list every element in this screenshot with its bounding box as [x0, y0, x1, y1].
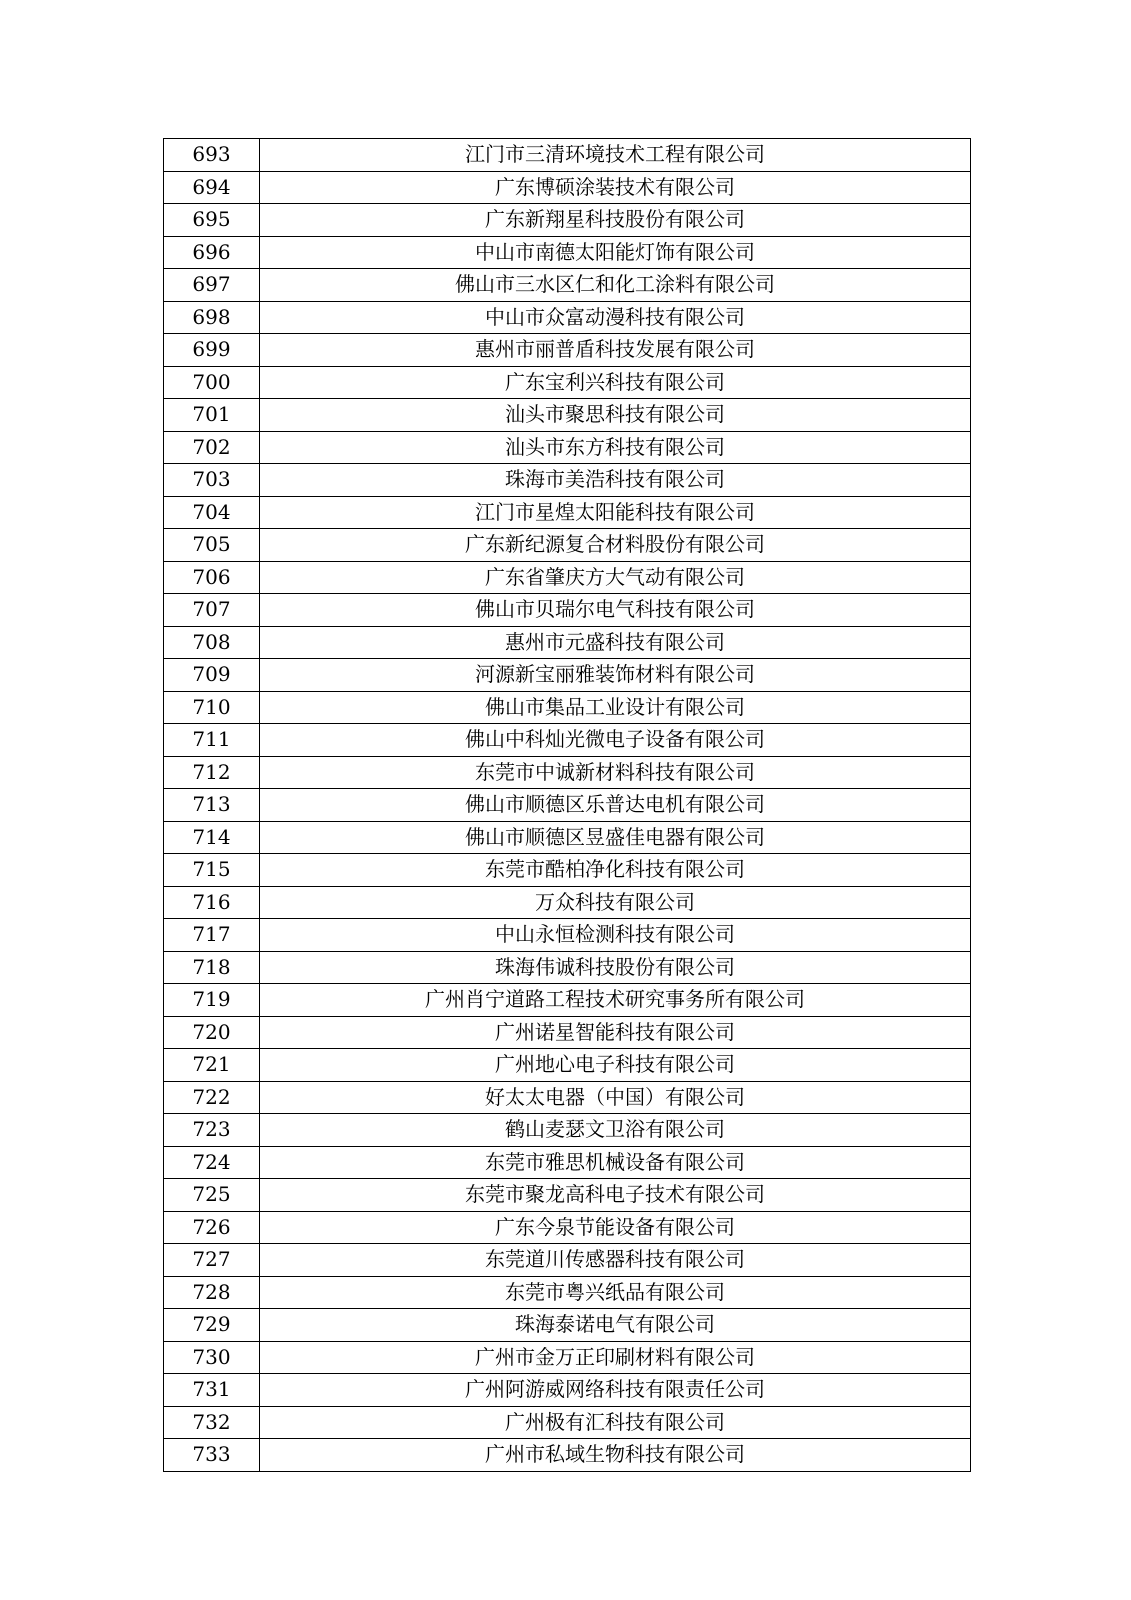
table-row: [164, 1439, 971, 1472]
row-number: 724: [164, 1146, 260, 1179]
table-row: [164, 951, 971, 984]
company-name: 广东新翔星科技股份有限公司: [260, 204, 971, 237]
table-row: [164, 334, 971, 367]
table-row: [164, 431, 971, 464]
company-name: 广东宝利兴科技有限公司: [260, 366, 971, 399]
table-row: [164, 1081, 971, 1114]
table-row: [164, 984, 971, 1017]
company-name: 佛山市顺德区昱盛佳电器有限公司: [260, 821, 971, 854]
table-row: [164, 626, 971, 659]
row-number: 705: [164, 529, 260, 562]
company-name: 广东今泉节能设备有限公司: [260, 1211, 971, 1244]
row-number: 723: [164, 1114, 260, 1147]
table-row: [164, 1374, 971, 1407]
row-number: 730: [164, 1341, 260, 1374]
row-number: 702: [164, 431, 260, 464]
company-name: 广东省肇庆方大气动有限公司: [260, 561, 971, 594]
company-name: 江门市星煌太阳能科技有限公司: [260, 496, 971, 529]
table-row: [164, 1016, 971, 1049]
company-name: 佛山市贝瑞尔电气科技有限公司: [260, 594, 971, 627]
company-name: 中山市南德太阳能灯饰有限公司: [260, 236, 971, 269]
table-row: [164, 464, 971, 497]
company-name: 广州阿游威网络科技有限责任公司: [260, 1374, 971, 1407]
table-row: [164, 496, 971, 529]
row-number: 695: [164, 204, 260, 237]
row-number: 696: [164, 236, 260, 269]
table-row: [164, 1179, 971, 1212]
table-row: [164, 1049, 971, 1082]
row-number: 714: [164, 821, 260, 854]
company-name: 佛山市三水区仁和化工涂料有限公司: [260, 269, 971, 302]
row-number: 717: [164, 919, 260, 952]
table-row: [164, 399, 971, 432]
company-name: 广州诺星智能科技有限公司: [260, 1016, 971, 1049]
table-row: [164, 529, 971, 562]
company-name: 江门市三清环境技术工程有限公司: [260, 139, 971, 172]
company-name: 广东博硕涂装技术有限公司: [260, 171, 971, 204]
company-name: 东莞市雅思机械设备有限公司: [260, 1146, 971, 1179]
row-number: 726: [164, 1211, 260, 1244]
row-number: 708: [164, 626, 260, 659]
row-number: 707: [164, 594, 260, 627]
company-name: 广州市金万正印刷材料有限公司: [260, 1341, 971, 1374]
table-row: [164, 1114, 971, 1147]
company-name: 佛山中科灿光微电子设备有限公司: [260, 724, 971, 757]
table-row: [164, 269, 971, 302]
row-number: 719: [164, 984, 260, 1017]
row-number: 731: [164, 1374, 260, 1407]
company-name: 汕头市东方科技有限公司: [260, 431, 971, 464]
row-number: 701: [164, 399, 260, 432]
table-row: [164, 171, 971, 204]
table-row: [164, 854, 971, 887]
row-number: 728: [164, 1276, 260, 1309]
row-number: 720: [164, 1016, 260, 1049]
company-name: 惠州市丽普盾科技发展有限公司: [260, 334, 971, 367]
table-row: [164, 301, 971, 334]
row-number: 698: [164, 301, 260, 334]
company-list-body: [164, 139, 971, 1472]
company-name: 东莞道川传感器科技有限公司: [260, 1244, 971, 1277]
company-name: 佛山市集品工业设计有限公司: [260, 691, 971, 724]
row-number: 721: [164, 1049, 260, 1082]
table-row: [164, 724, 971, 757]
row-number: 725: [164, 1179, 260, 1212]
row-number: 703: [164, 464, 260, 497]
company-name: 珠海伟诚科技股份有限公司: [260, 951, 971, 984]
row-number: 694: [164, 171, 260, 204]
company-name: 好太太电器（中国）有限公司: [260, 1081, 971, 1114]
company-name: 汕头市聚思科技有限公司: [260, 399, 971, 432]
table-row: [164, 561, 971, 594]
table-row: [164, 236, 971, 269]
row-number: 713: [164, 789, 260, 822]
row-number: 700: [164, 366, 260, 399]
table-row: [164, 366, 971, 399]
row-number: 699: [164, 334, 260, 367]
company-name: 万众科技有限公司: [260, 886, 971, 919]
row-number: 718: [164, 951, 260, 984]
company-name: 鹤山麦瑟文卫浴有限公司: [260, 1114, 971, 1147]
company-name: 佛山市顺德区乐普达电机有限公司: [260, 789, 971, 822]
row-number: 710: [164, 691, 260, 724]
row-number: 704: [164, 496, 260, 529]
company-name: 东莞市中诚新材料科技有限公司: [260, 756, 971, 789]
table-row: [164, 1309, 971, 1342]
row-number: 693: [164, 139, 260, 172]
table-row: [164, 789, 971, 822]
table-row: [164, 1146, 971, 1179]
table-row: [164, 1276, 971, 1309]
company-name: 广州极有汇科技有限公司: [260, 1406, 971, 1439]
table-row: [164, 594, 971, 627]
row-number: 706: [164, 561, 260, 594]
table-row: [164, 204, 971, 237]
company-name: 广东新纪源复合材料股份有限公司: [260, 529, 971, 562]
table-row: [164, 1244, 971, 1277]
company-name: 中山永恒检测科技有限公司: [260, 919, 971, 952]
row-number: 715: [164, 854, 260, 887]
table-row: [164, 1211, 971, 1244]
table-row: [164, 139, 971, 172]
table-row: [164, 659, 971, 692]
row-number: 722: [164, 1081, 260, 1114]
company-list-table: [163, 138, 971, 1472]
table-row: [164, 756, 971, 789]
table-row: [164, 821, 971, 854]
row-number: 716: [164, 886, 260, 919]
row-number: 727: [164, 1244, 260, 1277]
row-number: 729: [164, 1309, 260, 1342]
company-name: 珠海市美浩科技有限公司: [260, 464, 971, 497]
company-name: 东莞市酷柏净化科技有限公司: [260, 854, 971, 887]
row-number: 709: [164, 659, 260, 692]
company-name: 中山市众富动漫科技有限公司: [260, 301, 971, 334]
company-name: 东莞市粤兴纸品有限公司: [260, 1276, 971, 1309]
row-number: 697: [164, 269, 260, 302]
row-number: 711: [164, 724, 260, 757]
row-number: 712: [164, 756, 260, 789]
table-row: [164, 919, 971, 952]
table-row: [164, 886, 971, 919]
row-number: 732: [164, 1406, 260, 1439]
table-row: [164, 1406, 971, 1439]
company-name: 东莞市聚龙高科电子技术有限公司: [260, 1179, 971, 1212]
table-row: [164, 691, 971, 724]
company-name: 河源新宝丽雅装饰材料有限公司: [260, 659, 971, 692]
company-name: 惠州市元盛科技有限公司: [260, 626, 971, 659]
company-name: 广州地心电子科技有限公司: [260, 1049, 971, 1082]
row-number: 733: [164, 1439, 260, 1472]
table-row: [164, 1341, 971, 1374]
company-name: 广州市私域生物科技有限公司: [260, 1439, 971, 1472]
company-name: 广州肖宁道路工程技术研究事务所有限公司: [260, 984, 971, 1017]
company-name: 珠海泰诺电气有限公司: [260, 1309, 971, 1342]
